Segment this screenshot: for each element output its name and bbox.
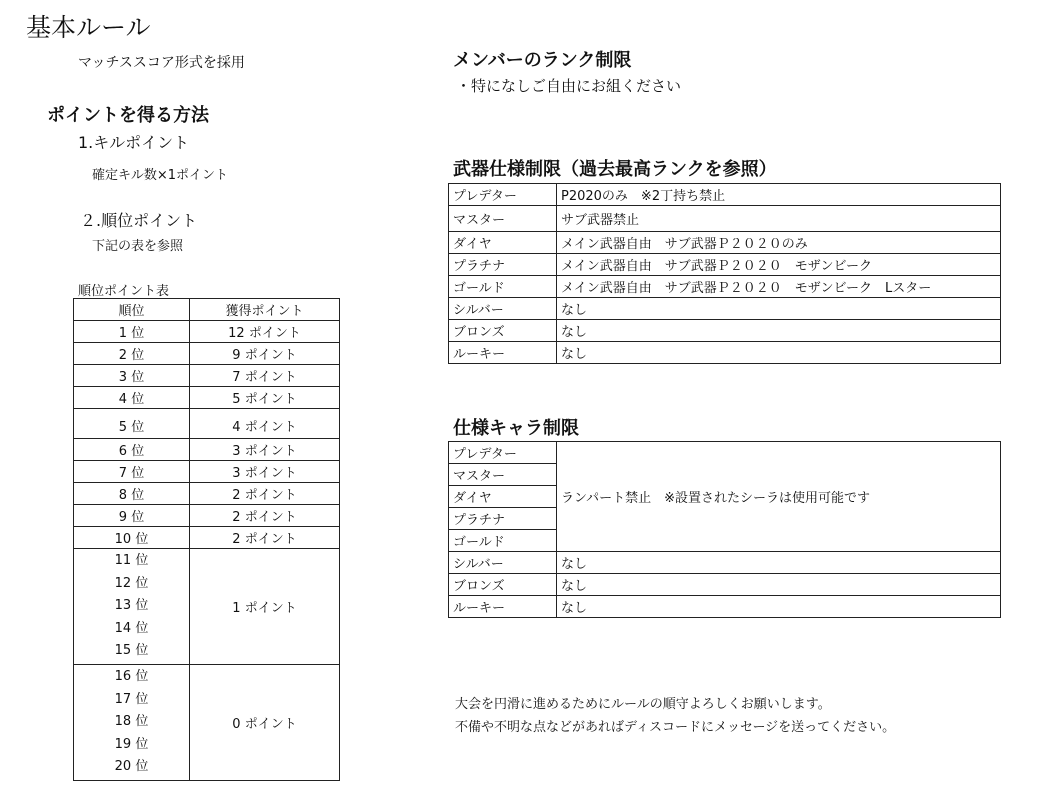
rank-point-desc: 下記の表を参照 [92,239,184,254]
rank-cell: 6 位 [74,439,190,461]
rule-cell: ランパート禁止 ※設置されたシーラは使用可能です [557,442,1001,552]
rank-label: 12 位 [114,575,149,591]
table-row [449,552,1001,574]
table-row [449,232,1001,254]
rank-cell: 10 位 [74,527,190,549]
header-rank: 順位 [74,299,190,321]
rule-cell: メイン武器自由 サブ武器Ｐ２０２０のみ [557,232,1001,254]
rule-cell: なし [557,320,1001,342]
rule-cell: メイン武器自由 サブ武器Ｐ２０２０ モザンビーク [557,254,1001,276]
footer-note-2: 不備や不明な点などがあればディスコードにメッセージを送ってください。 [455,720,896,735]
table-row [74,439,340,461]
member-rank-heading: メンバーのランク制限 [453,50,632,71]
table-row [74,483,340,505]
tier-cell: ルーキー [449,596,557,618]
rank-label: 19 位 [114,736,149,752]
rule-cell: なし [557,574,1001,596]
rank-label: 16 位 [114,668,149,684]
tier-cell: シルバー [449,552,557,574]
tier-cell: ゴールド [449,530,557,552]
tier-cell: プラチナ [449,254,557,276]
rank-label: 13 位 [114,598,149,614]
points-cell: 2 ポイント [190,527,340,549]
table-row [74,365,340,387]
rank-cell: 2 位 [74,343,190,365]
rule-cell: なし [557,342,1001,364]
points-cell: 7 ポイント [190,365,340,387]
character-restriction-table [448,441,1001,618]
table-row-group [74,549,340,665]
points-heading: ポイントを得る方法 [47,105,209,126]
kill-point-desc: 確定キル数×1ポイント [92,168,229,183]
rank-cell: 3 位 [74,365,190,387]
table-row [74,343,340,365]
table-row [449,254,1001,276]
table-row [74,527,340,549]
rule-cell: なし [557,298,1001,320]
tier-cell: ルーキー [449,342,557,364]
rank-label: 20 位 [114,759,149,775]
table-row [74,505,340,527]
footer-note-1: 大会を円滑に進めるためにルールの順守よろしくお願いします。 [455,697,831,712]
tier-cell: ブロンズ [449,574,557,596]
weapon-restriction-table [448,183,1001,364]
rank-group-cell [74,549,190,665]
tier-cell: マスター [449,206,557,232]
tier-cell: シルバー [449,298,557,320]
table-row [449,320,1001,342]
rank-cell: 4 位 [74,387,190,409]
tier-cell: ダイヤ [449,232,557,254]
kill-point-heading: 1.キルポイント [78,133,190,152]
table-row [74,461,340,483]
rule-cell: なし [557,596,1001,618]
table-row [449,596,1001,618]
rank-cell: 7 位 [74,461,190,483]
points-cell: 1 ポイント [190,549,340,665]
table-row [449,298,1001,320]
page-title: 基本ルール [26,13,151,42]
points-cell: 3 ポイント [190,461,340,483]
rank-table-caption: 順位ポイント表 [78,284,170,299]
tier-cell: マスター [449,464,557,486]
table-row [449,184,1001,206]
rank-points-table [73,298,340,781]
member-rank-desc: ・特になしご自由にお組ください [456,77,682,95]
format-text: マッチススコア形式を採用 [78,55,245,71]
table-row [74,321,340,343]
header-points: 獲得ポイント [190,299,340,321]
points-cell: 0 ポイント [190,664,340,780]
table-header-row [74,299,340,321]
rank-label: 15 位 [114,643,149,659]
rank-cell: 9 位 [74,505,190,527]
table-row [449,342,1001,364]
table-row [449,442,1001,464]
rank-cell: 5 位 [74,409,190,439]
points-cell: 3 ポイント [190,439,340,461]
rule-cell: なし [557,552,1001,574]
tier-cell: ブロンズ [449,320,557,342]
rank-point-heading: ２.順位ポイント [80,211,198,230]
weapon-restriction-heading: 武器仕様制限（過去最高ランクを参照） [453,159,777,180]
tier-cell: プレデター [449,442,557,464]
rule-cell: P2020のみ ※2丁持ち禁止 [557,184,1001,206]
rule-cell: メイン武器自由 サブ武器Ｐ２０２０ モザンビーク Lスター [557,276,1001,298]
tier-cell: ダイヤ [449,486,557,508]
points-cell: 2 ポイント [190,483,340,505]
tier-cell: ゴールド [449,276,557,298]
table-row-group [74,664,340,780]
table-row [449,574,1001,596]
points-cell: 4 ポイント [190,409,340,439]
tier-cell: プラチナ [449,508,557,530]
table-row [74,409,340,439]
rank-cell: 8 位 [74,483,190,505]
rank-label: 11 位 [114,553,149,568]
character-restriction-heading: 仕様キャラ制限 [453,418,579,439]
table-row [74,387,340,409]
points-cell: 5 ポイント [190,387,340,409]
rank-cell: 1 位 [74,321,190,343]
points-cell: 9 ポイント [190,343,340,365]
points-cell: 12 ポイント [190,321,340,343]
rule-cell: サブ武器禁止 [557,206,1001,232]
rank-label: 14 位 [114,620,149,636]
table-row [449,206,1001,232]
tier-cell: プレデター [449,184,557,206]
points-cell: 2 ポイント [190,505,340,527]
rank-label: 17 位 [114,691,149,707]
rank-label: 18 位 [114,714,149,730]
rank-group-cell [74,664,190,780]
table-row [449,276,1001,298]
